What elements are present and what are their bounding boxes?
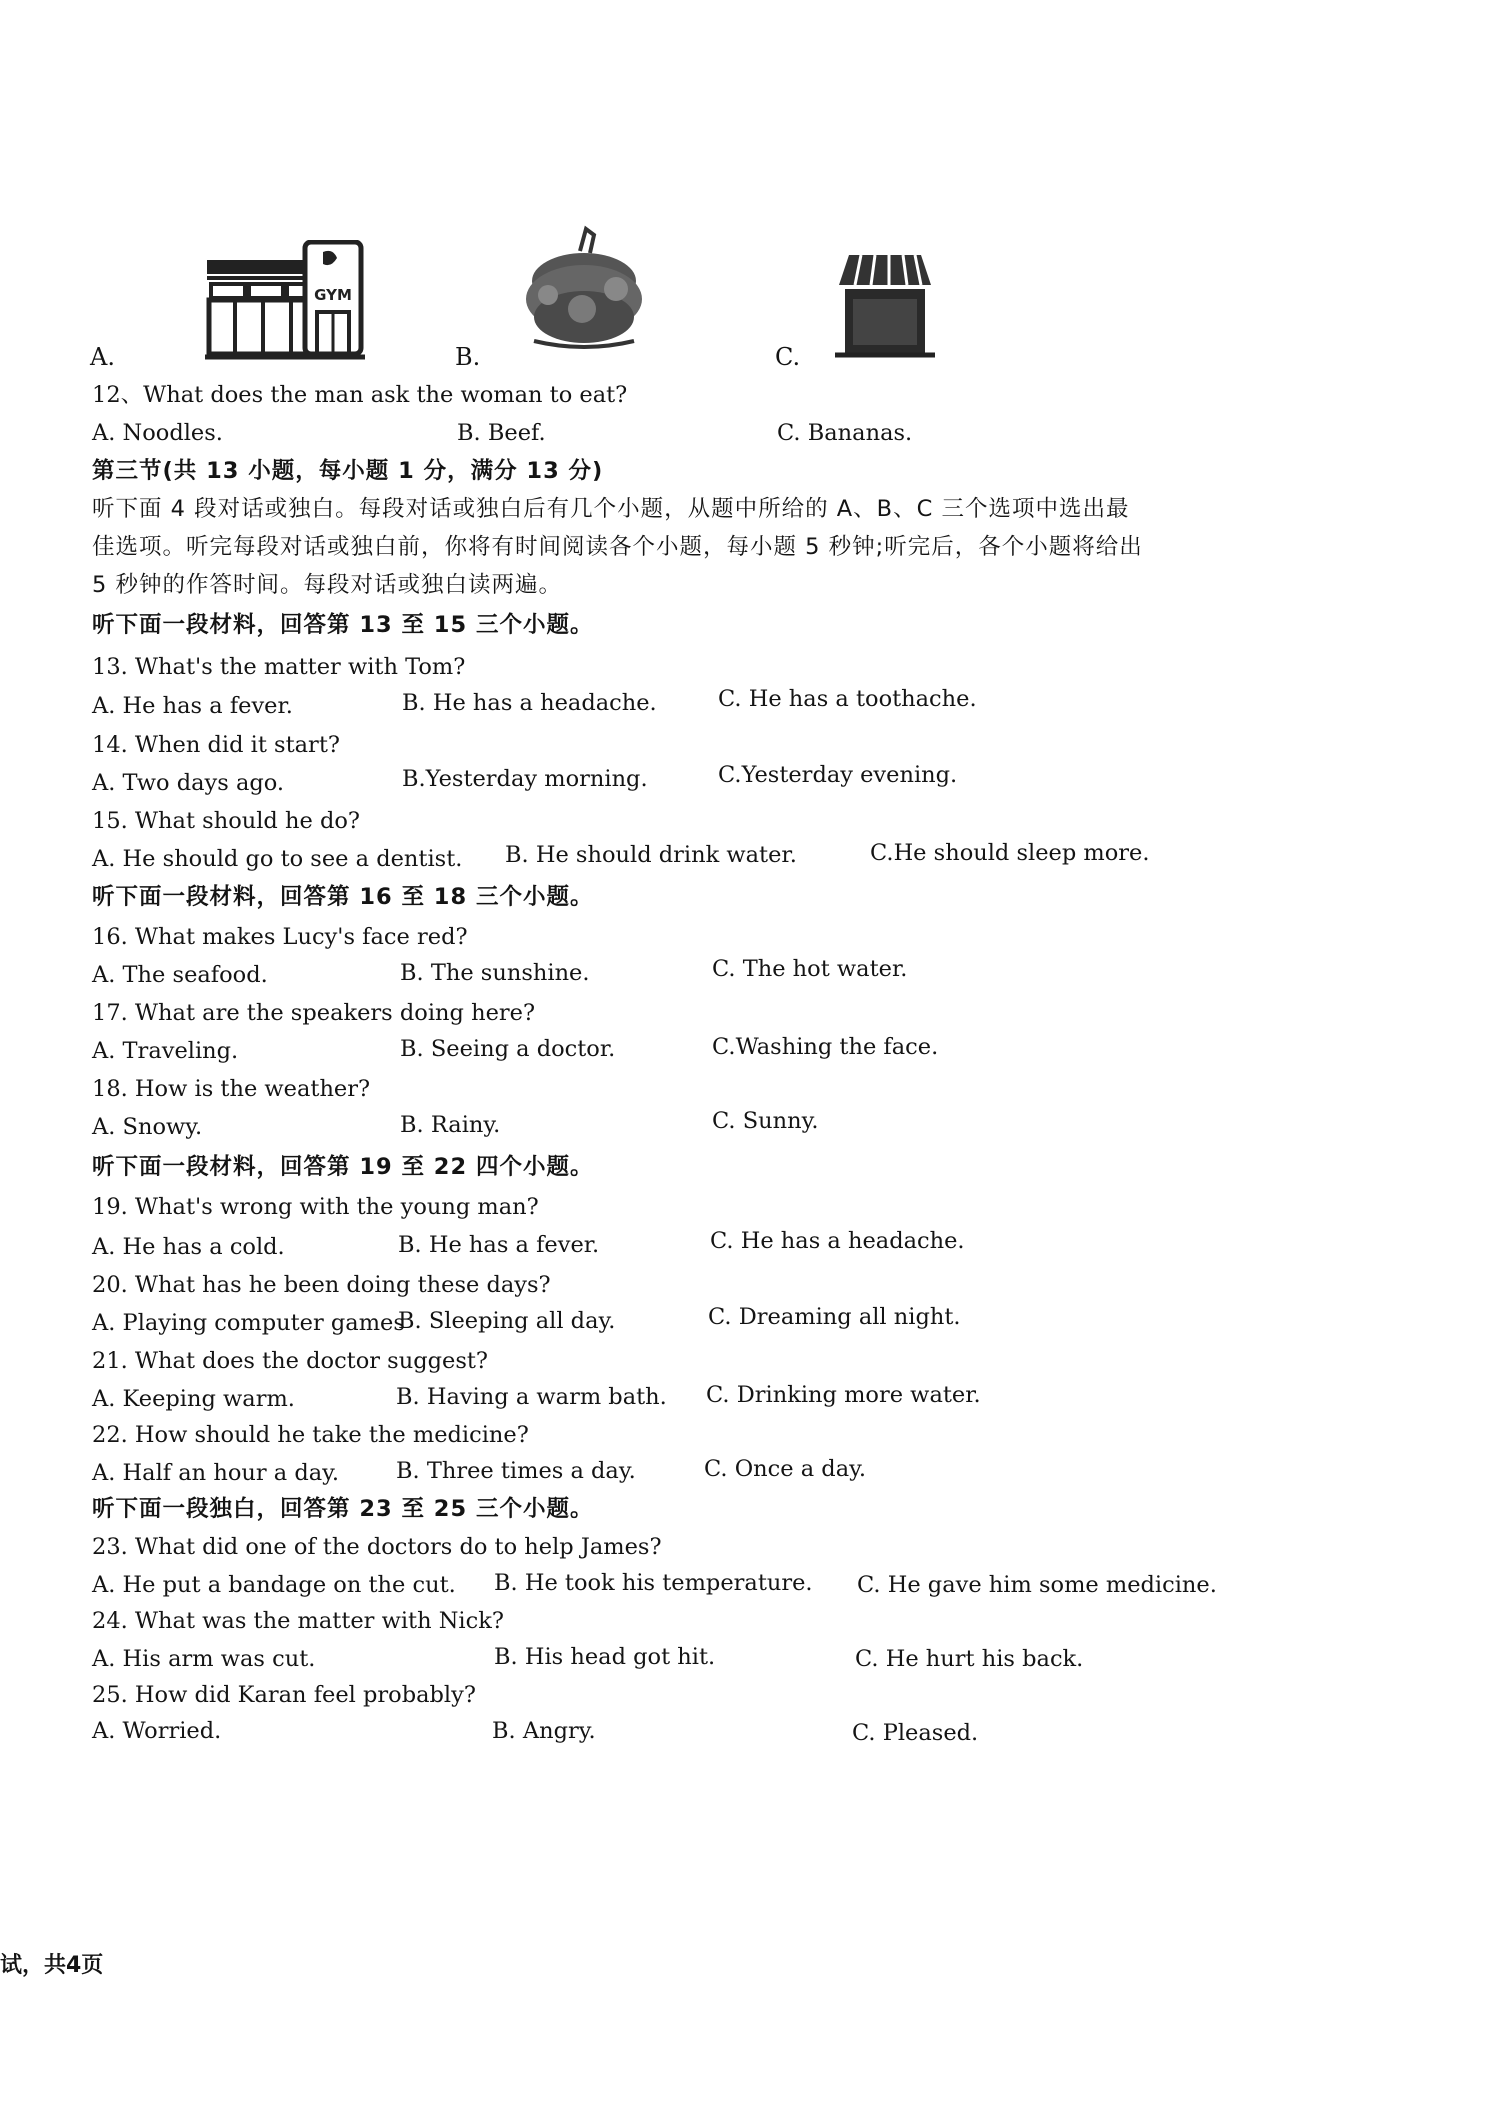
q21-option-c: C. Drinking more water. — [706, 1382, 981, 1408]
q12-option-b: B. Beef. — [457, 420, 546, 446]
q19-option-a: A. He has a cold. — [92, 1234, 285, 1260]
q17-option-b: B. Seeing a doctor. — [400, 1036, 616, 1062]
group-intro-19-22: 听下面一段材料，回答第 19 至 22 四个小题。 — [92, 1154, 594, 1180]
bakery-cake-icon — [520, 225, 650, 355]
q15-option-b: B. He should drink water. — [505, 842, 797, 868]
page-footer: 试，共4页 — [0, 1953, 104, 1978]
q13-option-a: A. He has a fever. — [92, 693, 293, 719]
group-intro-23-25: 听下面一段独白，回答第 23 至 25 三个小题。 — [92, 1496, 594, 1522]
q18-option-a: A. Snowy. — [92, 1114, 203, 1140]
shop-awning-icon — [835, 245, 935, 360]
q14-option-c: C.Yesterday evening. — [718, 762, 958, 788]
q24-option-b: B. His head got hit. — [494, 1644, 716, 1670]
q15-option-c: C.He should sleep more. — [870, 840, 1150, 866]
q14-option-a: A. Two days ago. — [92, 770, 285, 796]
group-intro-16-18: 听下面一段材料，回答第 16 至 18 三个小题。 — [92, 884, 594, 910]
q22-option-a: A. Half an hour a day. — [92, 1460, 340, 1486]
question-23: 23. What did one of the doctors do to help James? — [92, 1534, 662, 1560]
q16-option-b: B. The sunshine. — [400, 960, 590, 986]
group-intro-13-15: 听下面一段材料，回答第 13 至 15 三个小题。 — [92, 612, 594, 638]
question-24: 24. What was the matter with Nick? — [92, 1608, 504, 1634]
question-25: 25. How did Karan feel probably? — [92, 1682, 476, 1708]
q23-option-a: A. He put a bandage on the cut. — [92, 1572, 456, 1598]
q20-option-a: A. Playing computer games — [92, 1310, 405, 1336]
question-15: 15. What should he do? — [92, 808, 360, 834]
section3-instruction-line-1: 听下面 4 段对话或独白。每段对话或独白后有几个小题，从题中所给的 A、B、C 三个选项中选出最 — [92, 496, 1130, 522]
q16-option-c: C. The hot water. — [712, 956, 908, 982]
q25-option-c: C. Pleased. — [852, 1720, 979, 1746]
q23-option-c: C. He gave him some medicine. — [857, 1572, 1217, 1598]
q12-option-c: C. Bananas. — [777, 420, 913, 446]
q19-option-c: C. He has a headache. — [710, 1228, 965, 1254]
q25-option-a: A. Worried. — [92, 1718, 222, 1744]
q24-option-a: A. His arm was cut. — [92, 1646, 316, 1672]
gym-building-icon — [205, 240, 365, 360]
question-14: 14. When did it start? — [92, 732, 340, 758]
question-22: 22. How should he take the medicine? — [92, 1422, 529, 1448]
question-12: 12、What does the man ask the woman to eat? — [92, 382, 628, 408]
q21-option-a: A. Keeping warm. — [92, 1386, 295, 1412]
gym-label: GYM — [314, 286, 352, 304]
q16-option-a: A. The seafood. — [92, 962, 268, 988]
option-letter-a: A. — [90, 343, 115, 371]
q12-option-a: A. Noodles. — [92, 420, 223, 446]
question-13: 13. What's the matter with Tom? — [92, 654, 466, 680]
q20-option-b: B. Sleeping all day. — [398, 1308, 616, 1334]
q13-option-c: C. He has a toothache. — [718, 686, 977, 712]
section3-instruction-line-2: 佳选项。听完每段对话或独白前，你将有时间阅读各个小题，每小题 5 秒钟;听完后，各个小题将给出 — [92, 534, 1143, 560]
question-16: 16. What makes Lucy's face red? — [92, 924, 468, 950]
question-20: 20. What has he been doing these days? — [92, 1272, 551, 1298]
section3-header: 第三节(共 13 小题，每小题 1 分，满分 13 分) — [92, 458, 604, 484]
q13-option-b: B. He has a headache. — [402, 690, 657, 716]
q19-option-b: B. He has a fever. — [398, 1232, 600, 1258]
q21-option-b: B. Having a warm bath. — [396, 1384, 667, 1410]
q25-option-b: B. Angry. — [492, 1718, 596, 1744]
q22-option-b: B. Three times a day. — [396, 1458, 636, 1484]
option-letter-c: C. — [775, 343, 801, 371]
option-letter-b: B. — [455, 343, 481, 371]
question-17: 17. What are the speakers doing here? — [92, 1000, 536, 1026]
q15-option-a: A. He should go to see a dentist. — [92, 846, 463, 872]
question-18: 18. How is the weather? — [92, 1076, 371, 1102]
q22-option-c: C. Once a day. — [704, 1456, 866, 1482]
q17-option-c: C.Washing the face. — [712, 1034, 939, 1060]
q14-option-b: B.Yesterday morning. — [402, 766, 648, 792]
q17-option-a: A. Traveling. — [92, 1038, 239, 1064]
q23-option-b: B. He took his temperature. — [494, 1570, 813, 1596]
section3-instruction-line-3: 5 秒钟的作答时间。每段对话或独白读两遍。 — [92, 572, 562, 598]
q20-option-c: C. Dreaming all night. — [708, 1304, 961, 1330]
question-21: 21. What does the doctor suggest? — [92, 1348, 488, 1374]
q24-option-c: C. He hurt his back. — [855, 1646, 1084, 1672]
q18-option-c: C. Sunny. — [712, 1108, 819, 1134]
q18-option-b: B. Rainy. — [400, 1112, 501, 1138]
question-19: 19. What's wrong with the young man? — [92, 1194, 539, 1220]
